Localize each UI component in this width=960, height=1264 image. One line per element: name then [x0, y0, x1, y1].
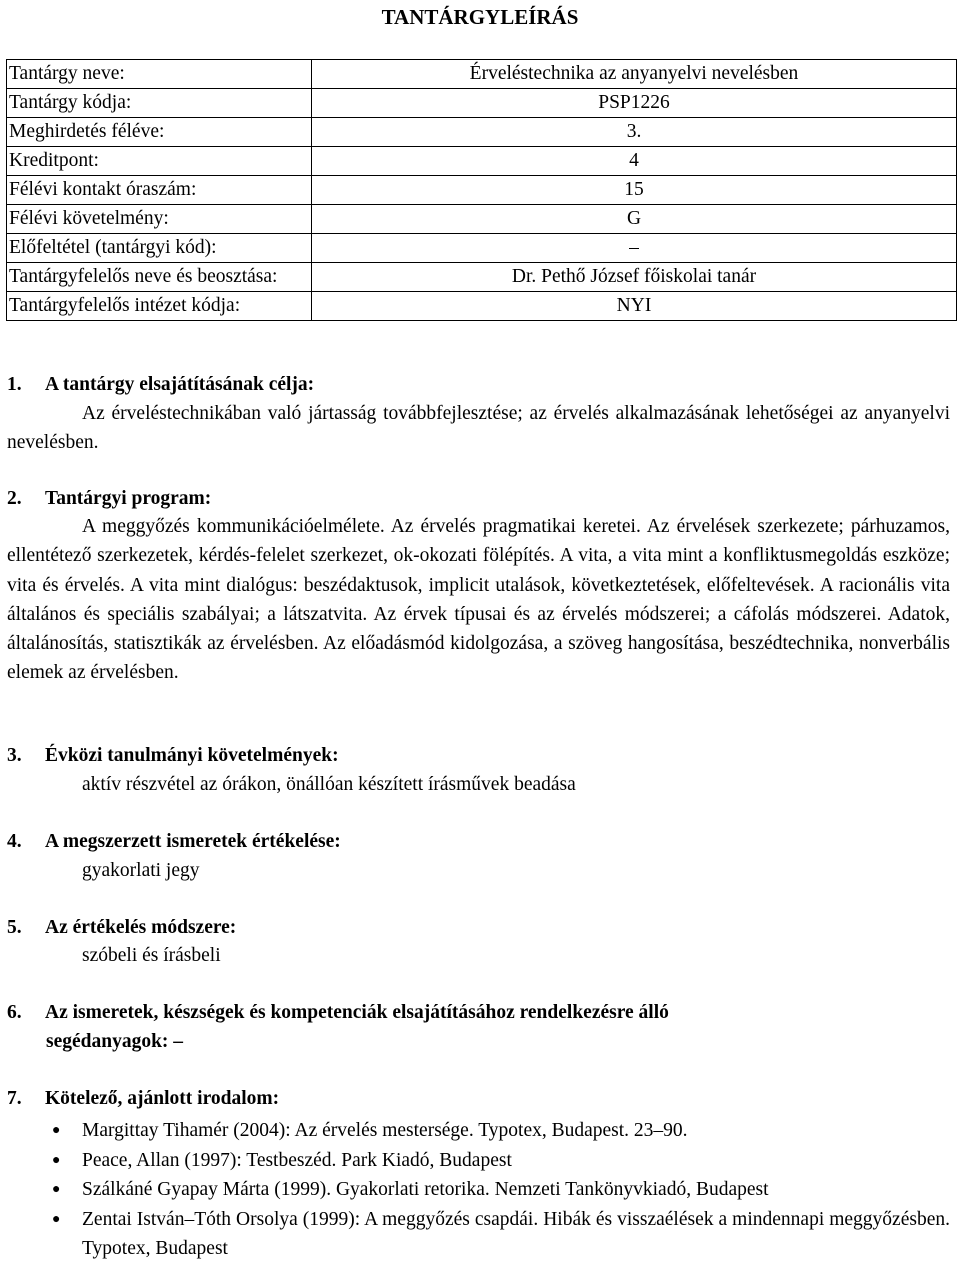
section-6-heading-cont: segédanyagok: – [46, 1031, 184, 1052]
section-number: 3. [7, 745, 22, 766]
info-row [7, 89, 957, 118]
section-1-body: Az érveléstechnikában való jártasság továbbfejlesztése; az érvelés alkalmazásának lehetőségei az anyanyelvi nevelésben. [7, 403, 950, 454]
section-number: 2. [7, 488, 22, 509]
bullet-icon: ● [52, 1182, 61, 1197]
info-row [7, 234, 957, 263]
section-2-body: A meggyőzés kommunikációelmélete. Az érvelés pragmatikai keretei. Az érvelések szerkezete; párhuzamos, ellentétező szerkezetek, kérdés-felelet szerkezet, ok-okozati fölépítés. A vita, a vita mint a konfliktusmegoldás eszköze; vita és érvelés. A vita mint dialógus: beszédaktusok, implicit utalások, következtetések, előfeltevések. A racionális vita általános és speciális szabályai; a látszatvita. Az érvek típusai és az érvelés módszerei; a cáfolás módszerei. Adatok, általánosítás, statisztikák az érvelésben. Az előadásmód kidolgozása, a szöveg hangosítása, beszédtechnika, nonverbális elemek az érvelésben. [7, 516, 950, 684]
info-value: Érveléstechnika az anyanyelvi nevelésben [312, 60, 957, 89]
info-label: Tantárgyfelelős intézet kódja: [7, 292, 312, 321]
info-value: 15 [312, 176, 957, 205]
literature-list [0, 1116, 950, 1264]
course-info-table [6, 59, 957, 321]
section-4-heading [7, 827, 341, 856]
info-row [7, 292, 957, 321]
bullet-icon: ● [52, 1123, 61, 1138]
info-label: Kreditpont: [7, 147, 312, 176]
info-row [7, 205, 957, 234]
section-4-body: gyakorlati jegy [82, 860, 200, 881]
info-label: Félévi kontakt óraszám: [7, 176, 312, 205]
section-3-heading [7, 741, 339, 770]
section-number: 4. [7, 831, 22, 852]
info-label: Előfeltétel (tantárgyi kód): [7, 234, 312, 263]
literature-text: Szálkáné Gyapay Márta (1999). Gyakorlati retorika. Nemzeti Tankönyvkiadó, Budapest [82, 1179, 769, 1200]
section-3-body: aktív részvétel az órákon, önállóan készített írásművek beadása [82, 774, 576, 795]
section-title: Az ismeretek, készségek és kompetenciák elsajátításához rendelkezésre álló [45, 1002, 669, 1023]
section-title: A megszerzett ismeretek értékelése: [45, 831, 341, 852]
info-value: PSP1226 [312, 89, 957, 118]
info-value: 3. [312, 118, 957, 147]
section-5-heading [7, 913, 236, 942]
info-label: Félévi követelmény: [7, 205, 312, 234]
info-value: Dr. Pethő József főiskolai tanár [312, 263, 957, 292]
section-title: A tantárgy elsajátításának célja: [45, 374, 315, 395]
info-row [7, 147, 957, 176]
bullet-icon: ● [52, 1152, 61, 1168]
literature-item [0, 1175, 950, 1205]
info-label: Meghirdetés féléve: [7, 118, 312, 147]
section-title: Évközi tanulmányi követelmények: [45, 745, 339, 766]
info-label: Tantárgyfelelős neve és beosztása: [7, 263, 312, 292]
info-row [7, 263, 957, 292]
info-value: 4 [312, 147, 957, 176]
literature-item [0, 1116, 950, 1146]
section-1-heading [7, 370, 314, 399]
literature-text: Margittay Tihamér (2004): Az érvelés mestersége. Typotex, Budapest. 23–90. [82, 1120, 688, 1141]
section-number: 5. [7, 917, 22, 938]
literature-text: Peace, Allan (1997): Testbeszéd. Park Kiadó, Budapest [82, 1149, 512, 1171]
info-row [7, 60, 957, 89]
literature-item [0, 1205, 950, 1264]
section-number: 6. [7, 1002, 22, 1023]
section-title: Az értékelés módszere: [45, 917, 237, 938]
info-row [7, 118, 957, 147]
info-value: – [312, 234, 957, 263]
info-row [7, 176, 957, 205]
section-title: Tantárgyi program: [45, 488, 212, 509]
section-number: 7. [7, 1088, 22, 1109]
section-number: 1. [7, 374, 22, 395]
info-label: Tantárgy kódja: [7, 89, 312, 118]
literature-text: Zentai István–Tóth Orsolya (1999): A meggyőzés csapdái. Hibák és visszaélések a mindennapi meggyőzésben. Typotex, Budapest [82, 1208, 950, 1259]
info-value: G [312, 205, 957, 234]
section-title: Kötelező, ajánlott irodalom: [45, 1088, 280, 1109]
literature-item [0, 1146, 950, 1176]
section-2-heading [7, 484, 211, 513]
section-7-heading [7, 1084, 279, 1113]
section-6-heading [7, 998, 669, 1027]
page-title: TANTÁRGYLEÍRÁS [381, 5, 579, 29]
info-label: Tantárgy neve: [7, 60, 312, 89]
section-5-body: szóbeli és írásbeli [82, 945, 221, 966]
info-value: NYI [312, 292, 957, 321]
bullet-icon: ● [52, 1211, 61, 1227]
